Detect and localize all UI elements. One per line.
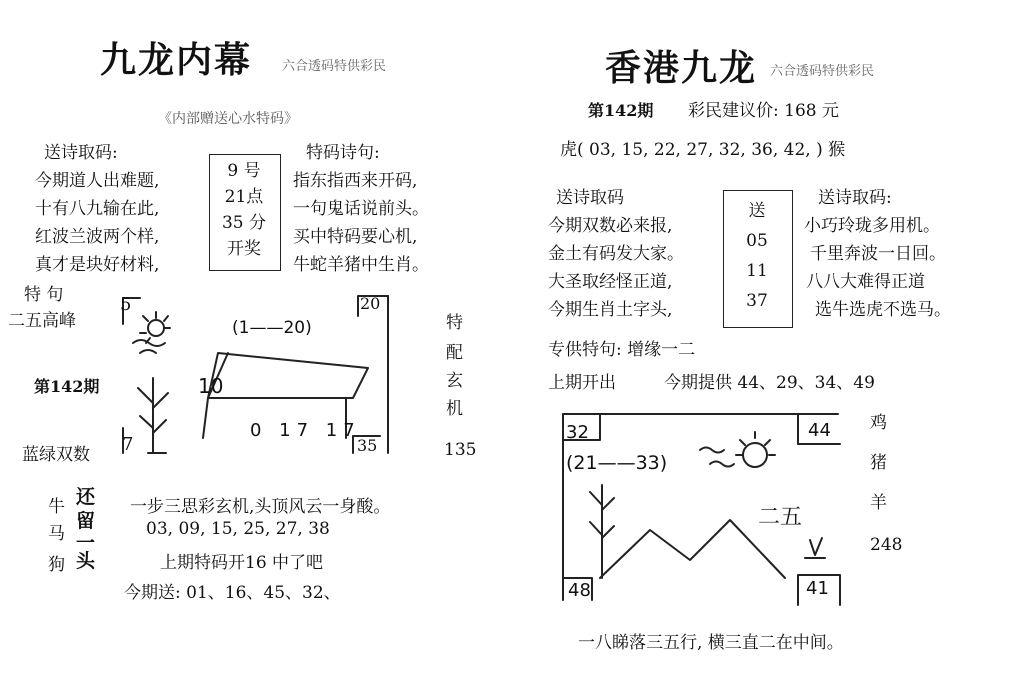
- right-today: 今期提供 44、29、34、49: [664, 373, 875, 393]
- right-side-animal: 羊: [870, 493, 887, 513]
- right-price: 彩民建议价: 168 元: [688, 101, 839, 121]
- left-hint-label: 特码诗句:: [306, 143, 380, 163]
- left-big-char: 一: [76, 532, 96, 554]
- right-side-animal: 鸡: [870, 413, 887, 433]
- left-side-c: 蓝绿双数: [22, 445, 90, 465]
- right-poem-line: 大圣取经怪正道,: [548, 272, 673, 292]
- left-big-char: 头: [76, 550, 96, 572]
- left-right-number: 135: [444, 440, 477, 460]
- sketch-tag: 二五: [758, 505, 803, 530]
- sketch-label-tl: 32: [566, 422, 589, 443]
- left-big-char: 留: [76, 510, 96, 532]
- left-line1: 一步三思彩玄机,头顶风云一身酸。: [130, 497, 391, 517]
- left-poem-line: 红波兰波两个样,: [35, 227, 160, 247]
- right-poem2-line: 千里奔波一日回。: [810, 244, 946, 264]
- left-right-char: 特: [446, 313, 463, 333]
- sketch-label-tr: 44: [808, 420, 831, 441]
- left-side-a: 二五高峰: [8, 311, 76, 331]
- sketch-label-bl: 7: [122, 434, 134, 455]
- left-send: 今期送: 01、16、45、32、: [124, 583, 341, 603]
- left-right-char: 玄: [446, 371, 463, 391]
- right-poem-label: 送诗取码: [556, 188, 624, 208]
- left-big-char: 还: [76, 486, 96, 508]
- right-poem-line: 金土有码发大家。: [548, 244, 684, 264]
- left-tagline: 《内部赠送心水特码》: [158, 111, 298, 127]
- left-animal: 牛: [48, 497, 65, 517]
- right-subtitle: 六合透码特供彩民: [770, 64, 875, 79]
- sketch-label-tl: 5: [120, 294, 132, 315]
- sketch-range: (1——20): [232, 318, 312, 338]
- left-special-label: 特 句: [24, 285, 64, 305]
- left-poem-line: 真才是块好材料,: [35, 255, 160, 275]
- left-hint-line: 买中特码要心机,: [293, 227, 418, 247]
- right-poem2-line: 选牛选虎不选马。: [815, 300, 951, 320]
- left-hint-line: 一句鬼话说前头。: [293, 199, 429, 219]
- left-numbers: 03, 09, 15, 25, 27, 38: [146, 519, 330, 539]
- left-issue: 第142期: [34, 377, 100, 396]
- right-draw-box-text: 送 05 11 37: [746, 201, 768, 311]
- left-poem-label: 送诗取码:: [44, 143, 118, 163]
- right-poem2-label: 送诗取码:: [818, 188, 892, 208]
- left-subtitle: 六合透码特供彩民: [282, 59, 387, 74]
- sketch-number: 10: [198, 374, 224, 398]
- left-animal: 马: [48, 524, 65, 544]
- sun-icon: [148, 320, 164, 336]
- right-poem2-line: 小巧玲珑多用机。: [804, 216, 940, 236]
- left-hint-line: 指东指西来开码,: [293, 171, 418, 191]
- right-issue: 第142期: [588, 101, 654, 120]
- left-poem-line: 今期道人出难题,: [35, 171, 160, 191]
- right-side-number: 248: [870, 535, 903, 555]
- right-bottom-line: 一八睇落三五行, 横三直二在中间。: [578, 633, 844, 653]
- left-title: 九龙内幕: [100, 39, 253, 81]
- right-title: 香港九龙: [605, 47, 758, 89]
- left-draw-box-text: 9 号 21点 35 分 开奖: [221, 161, 267, 259]
- left-right-char: 机: [446, 399, 463, 419]
- left-animal: 狗: [48, 555, 65, 575]
- right-side-animal: 猪: [870, 453, 887, 473]
- left-poem-line: 十有八九输在此,: [35, 199, 160, 219]
- sketch-label-br: 41: [806, 578, 829, 599]
- right-poem-line: 今期双数必来报,: [548, 216, 673, 236]
- sketch-label-bl: 48: [568, 580, 591, 601]
- right-last-label: 上期开出: [548, 373, 616, 393]
- sketch-label-br: 35: [357, 436, 378, 455]
- house-icon: [208, 353, 368, 398]
- sun-icon: [743, 443, 767, 467]
- left-last: 上期特码开16 中了吧: [160, 553, 324, 573]
- left-hint-line: 牛蛇羊猪中生肖。: [293, 255, 429, 275]
- right-poem2-line: 八八大难得正道: [806, 272, 925, 292]
- right-special: 专供特句: 增缘一二: [548, 340, 696, 360]
- plant-icon: [590, 485, 614, 578]
- sketch-label-tr: 20: [360, 294, 381, 313]
- left-right-char: 配: [446, 343, 463, 363]
- sketch-range: (21——33): [566, 452, 668, 474]
- right-tiger-line: 虎( 03, 15, 22, 27, 32, 36, 42, ) 猴: [560, 140, 846, 160]
- plant-icon: [138, 378, 168, 453]
- right-poem-line: 今期生肖土字头,: [548, 300, 673, 320]
- sketch-marks: 0 17 17: [250, 420, 361, 441]
